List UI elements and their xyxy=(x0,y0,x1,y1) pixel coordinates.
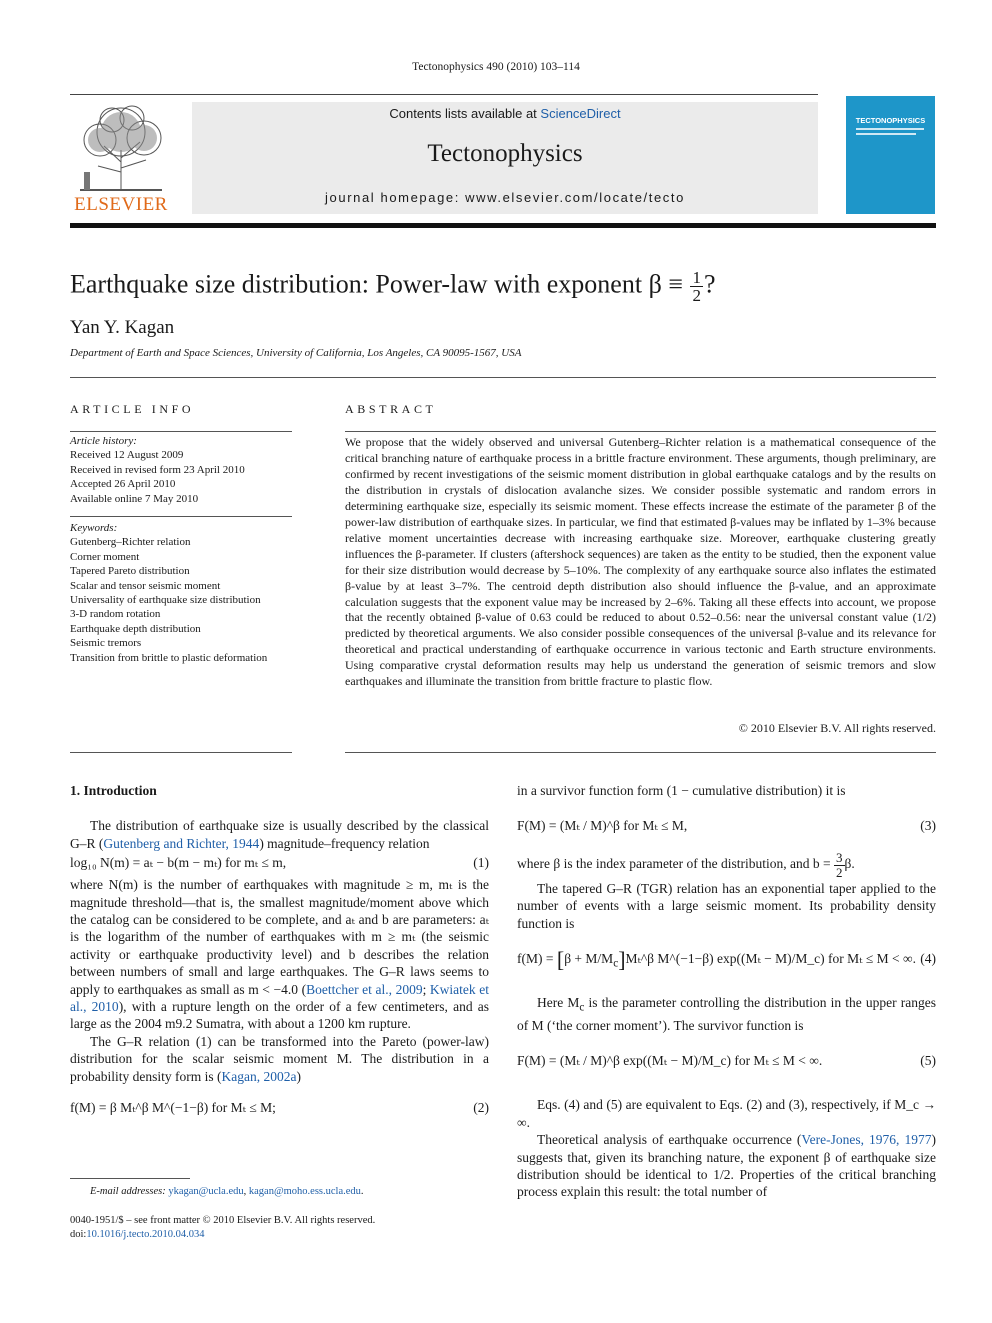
equation-number: (3) xyxy=(920,818,936,834)
abstract-text: We propose that the widely observed and universal Gutenberg–Richter relation is a mathematical consequence of the critical branching nature of earthquake process in a brittle fracture environment. These arguments, though preliminary, are confirmed by recent investigations of the seismic moment distribution in global earthquake catalogs and by the results on the distribution in crystals of dislocation avalanche sizes. We consider possible systematic and random errors in determining earthquake size, especially its seismic moment. These effects increase the estimate of the parameter β of the power-law distribution of earthquake sizes. In particular, we find that estimated β-values may be inflated by 1–3% because relative moment uncertainties decrease with increasing earthquake size. Moreover, earthquake clustering greatly influences the β-parameter. If clusters (aftershock sequences) are taken as the entity to be studied, then the exponent value for their size distribution would decrease by 5–10%. The complexity of any earthquake source also inflates the estimated β-value by at least 3–7%. The centroid depth distribution also should influence the β-value, and an approximate calculation suggests that the exponent value may be increased by 2–6%. Taking all these effects into account, we propose that the recently obtained β-value of 0.63 could be reduced to about 0.52–0.56: near the universal constant value (1/2) predicted by theoretical arguments. We also consider possible consequences of the universal β-value and its relevance for theoretical and practical understanding of earthquake occurrence in various tectonic and Earth structure environments. Using comparative crystal deformation results may help us understand the generation of seismic tremors and slow earthquakes and illuminate the transition from brittle fracture to plastic flow. xyxy=(345,435,936,689)
equation-body: f(M) = β Mₜ^β M^(−1−β) for Mₜ ≤ M; xyxy=(70,1100,276,1116)
keywords xyxy=(70,521,267,665)
journal-citation: Tectonophysics 490 (2010) 103–114 xyxy=(412,61,580,73)
header-rule xyxy=(70,94,818,95)
equation-number: (1) xyxy=(473,855,489,871)
abstract-rule xyxy=(345,431,936,432)
equation-number: (5) xyxy=(920,1053,936,1069)
article-info-rule xyxy=(70,431,292,432)
paragraph xyxy=(517,851,936,879)
text: The G–R relation (1) can be transformed into the Pareto (power-law) distribution for the scalar seismic moment M. The distribution in a probability density form is ( xyxy=(70,1033,489,1084)
equation-number: (4) xyxy=(920,950,936,966)
doi-label: doi: xyxy=(70,1229,87,1240)
equation-1 xyxy=(70,854,489,874)
paragraph: in a survivor function form (1 − cumulative distribution) it is xyxy=(517,783,846,798)
text: ) xyxy=(296,1068,301,1084)
paragraph xyxy=(517,994,936,1035)
front-matter-text: 0040-1951/$ – see front matter © 2010 Elsevier B.V. All rights reserved. xyxy=(70,1215,376,1226)
text: , xyxy=(243,1186,249,1197)
text: The distribution of earthquake size is usually described by the classical G–R ( xyxy=(70,818,489,851)
elsevier-wordmark: ELSEVIER xyxy=(74,194,168,215)
keyword: Corner moment xyxy=(70,550,140,563)
article-title xyxy=(70,269,716,304)
journal-homepage[interactable]: journal homepage: www.elsevier.com/locate/tecto xyxy=(325,190,685,205)
body-column-left xyxy=(70,782,489,1121)
paragraph xyxy=(70,876,489,1033)
text: ) magnitude–frequency relation xyxy=(259,835,430,851)
copyright: © 2010 Elsevier B.V. All rights reserved. xyxy=(738,721,936,735)
paragraph: Eqs. (4) and (5) are equivalent to Eqs. (2) and (3), respectively, if M_c → ∞. xyxy=(517,1097,936,1130)
keyword: Earthquake depth distribution xyxy=(70,622,201,635)
section-heading: 1. Introduction xyxy=(70,783,157,798)
email-footnote xyxy=(90,1186,364,1197)
cover-title: TECTONOPHYSICS xyxy=(855,116,926,125)
eq-rhs: Mₜ^β M^(−1−β) exp((Mₜ − M)/M_c) for Mₜ ≤ M < ∞. xyxy=(625,950,916,966)
keywords-label: Keywords: xyxy=(70,522,118,534)
keyword: Seismic tremors xyxy=(70,637,142,650)
front-matter xyxy=(70,1214,375,1242)
citation-link[interactable]: Boettcher et al., 2009 xyxy=(306,981,423,997)
email-link[interactable]: ykagan@ucla.edu xyxy=(168,1186,244,1197)
paragraph xyxy=(517,1131,936,1201)
text: ) suggests that, given its branching nature, the exponent β of earthquake size distribution should be identical to 1/2. Properties of the critical branching process explain this result: the total number of xyxy=(517,1132,936,1200)
paragraph xyxy=(70,1033,489,1085)
history-item: Received 12 August 2009 xyxy=(70,449,184,462)
doi-link[interactable]: 10.1016/j.tecto.2010.04.034 xyxy=(86,1229,205,1240)
keyword: Universality of earthquake size distribution xyxy=(70,594,261,607)
article-info-rule xyxy=(70,752,292,753)
text: . xyxy=(360,1186,364,1197)
frac-num: 3 xyxy=(836,850,843,866)
bracket-close: ] xyxy=(618,947,626,973)
sciencedirect-link[interactable]: ScienceDirect xyxy=(540,106,621,121)
article-info-rule xyxy=(70,516,292,517)
abstract-heading: ABSTRACT xyxy=(345,402,437,416)
inline-fraction xyxy=(834,851,845,879)
affiliation: Department of Earth and Space Sciences, University of California, Los Angeles, CA 90095-1567, USA xyxy=(70,347,522,359)
footnote-rule xyxy=(70,1178,190,1179)
history-item: Available online 7 May 2010 xyxy=(70,492,199,505)
text: ), with a rupture length on the order of a few centimeters, and as large as the 2004 m9.2 Sumatra, with about a 1200 km rupture. xyxy=(70,999,489,1032)
text: ; xyxy=(422,981,430,997)
citation-link[interactable]: Kagan, 2002a xyxy=(221,1068,297,1084)
title-fraction xyxy=(690,269,703,304)
title-rule xyxy=(70,377,936,378)
keyword: Transition from brittle to plastic deformation xyxy=(70,651,268,664)
history-item: Accepted 26 April 2010 xyxy=(70,478,176,491)
keyword: 3-D random rotation xyxy=(70,608,161,621)
equation-body: log₁₀ N(m) = aₜ − b(m − mₜ) for mₜ ≤ m, xyxy=(70,855,287,871)
text: Here M xyxy=(537,994,580,1010)
equation-4 xyxy=(517,940,936,980)
body-column-right xyxy=(517,782,936,1201)
cover-line xyxy=(856,133,916,135)
equation-body: F(M) = (Mₜ / M)^β exp((Mₜ − M)/M_c) for Mₜ ≤ M < ∞. xyxy=(517,1053,823,1069)
equation-2 xyxy=(70,1099,489,1119)
title-text: Earthquake size distribution: Power-law with exponent β ≡ xyxy=(70,269,683,299)
frac-den: 2 xyxy=(836,865,843,881)
eq-inner: β + M/M xyxy=(564,950,614,966)
contents-line xyxy=(192,106,818,121)
equation-number: (2) xyxy=(473,1100,489,1116)
doi-line xyxy=(70,1228,375,1242)
equation-body: F(M) = (Mₜ / M)^β for Mₜ ≤ M, xyxy=(517,818,688,834)
title-end: ? xyxy=(703,269,716,299)
paragraph: The tapered G–R (TGR) relation has an exponential taper applied to the number of events with a large seismic moment. Its probability density function is xyxy=(517,880,936,931)
paragraph xyxy=(70,817,489,852)
contents-prefix: Contents lists available at xyxy=(389,106,541,121)
equation-body xyxy=(517,947,916,973)
eq-sub: c xyxy=(613,957,619,970)
journal-cover-thumbnail xyxy=(846,96,935,214)
text: is the parameter controlling the distribution in the upper ranges of M (‘the corner moment’). The survivor function is xyxy=(517,994,936,1033)
text: β. xyxy=(844,856,855,872)
email-label: E-mail addresses: xyxy=(90,1186,169,1197)
author: Yan Y. Kagan xyxy=(70,317,175,338)
abstract-rule xyxy=(345,752,936,753)
cover-line xyxy=(856,128,924,130)
bracket-open: [ xyxy=(556,947,565,973)
text: where N(m) is the number of earthquakes with magnitude ≥ m, mₜ is the magnitude threshold—that is, the smallest magnitude/moment above which the catalog can be considered to be complete, and aₜ and b are parameters: aₜ is the logarithm of the number of earthquakes with m ≥ mₜ (the seismic activity or earthquake productivity level) and b describes the relation between numbers of small and large earthquakes. The G–R laws seems to apply to earthquakes as small as m < −4.0 ( xyxy=(70,877,489,997)
equation-3 xyxy=(517,817,936,837)
subscript: c xyxy=(579,1001,585,1014)
history-label: Article history: xyxy=(70,435,137,447)
history-item: Received in revised form 23 April 2010 xyxy=(70,463,245,476)
journal-name: Tectonophysics xyxy=(427,140,583,167)
title-frac-den: 2 xyxy=(692,286,701,305)
keyword: Scalar and tensor seismic moment xyxy=(70,579,221,592)
title-frac-num: 1 xyxy=(692,268,701,287)
article-info-heading: ARTICLE INFO xyxy=(70,402,195,416)
citation-link[interactable]: Gutenberg and Richter, 1944 xyxy=(103,835,260,851)
keyword: Gutenberg–Richter relation xyxy=(70,536,191,549)
citation-link[interactable]: Vere-Jones, 1976, 1977 xyxy=(801,1132,932,1148)
text: Theoretical analysis of earthquake occurrence ( xyxy=(537,1132,802,1148)
eq-lhs: f(M) = xyxy=(517,950,557,966)
article-history xyxy=(70,434,245,506)
email-link[interactable]: kagan@moho.ess.ucla.edu xyxy=(248,1186,361,1197)
journal-banner xyxy=(192,102,818,214)
citation-link[interactable]: Kwiatek et al., 2010 xyxy=(70,981,489,1015)
equation-5 xyxy=(517,1042,936,1082)
text: where β is the index parameter of the distribution, and b = xyxy=(517,856,831,872)
keyword: Tapered Pareto distribution xyxy=(70,565,190,578)
header-thick-rule xyxy=(70,223,936,228)
